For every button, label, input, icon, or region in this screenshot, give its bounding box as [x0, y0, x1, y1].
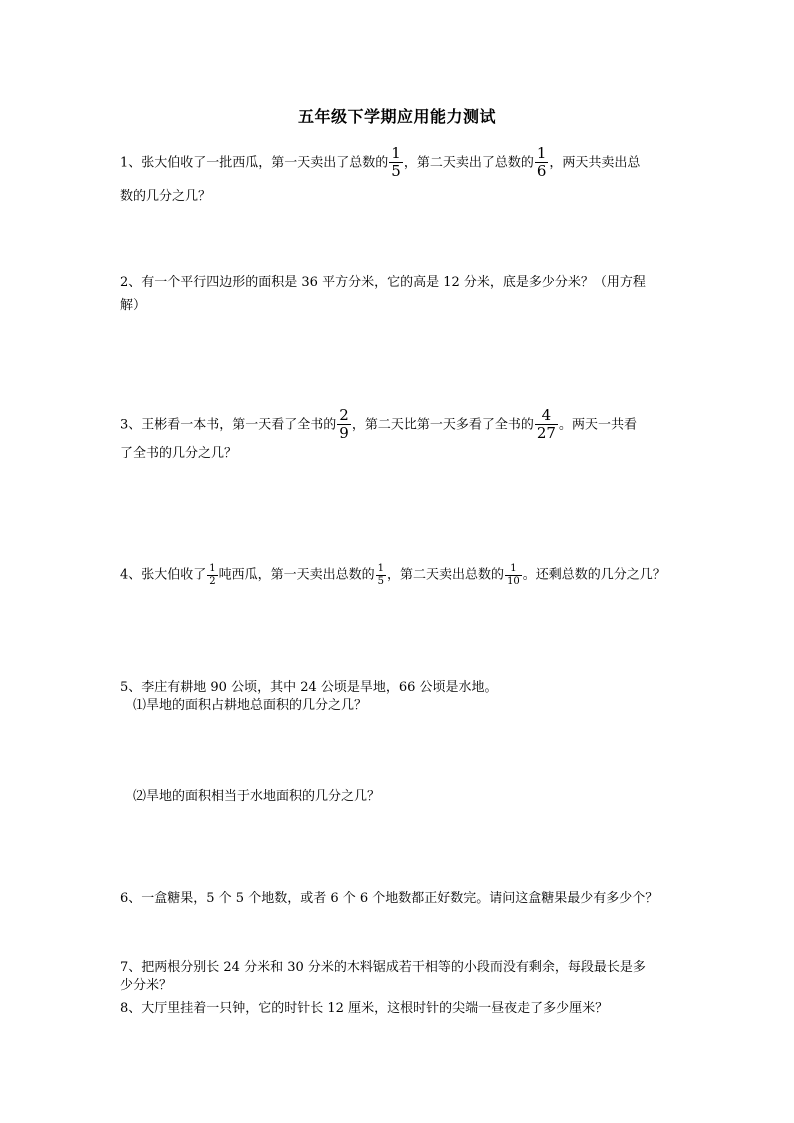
question-7-line-2: 少分米？	[120, 978, 173, 993]
question-4-line-1	[120, 563, 666, 587]
question-8-line-1: 8、大厅里挂着一只钟，它的时针长 12 厘米，这根时针的尖端一昼夜走了多少厘米？	[120, 1001, 609, 1016]
question-3-text-a: 3、王彬看一本书，第一天看了全书的	[120, 417, 337, 433]
question-2-line-1: 2、有一个平行四边形的面积是 36 平方分米，它的高是 12 分米，底是多少分米？（用方程	[120, 275, 646, 290]
question-3-fraction-2: $\frac{4}{27}$	[536, 406, 556, 443]
page-title: 五年级下学期应用能力测试	[297, 107, 496, 126]
question-1-text-b: ，第二天卖出了总数的	[403, 155, 534, 171]
question-4-fraction-2: $\frac{1}{5}$	[377, 563, 385, 587]
question-1-text-a: 1、张大伯收了一批西瓜，第一天卖出了总数的	[120, 155, 389, 171]
question-1-line-2: 数的几分之几？	[120, 189, 212, 204]
question-3-text-b: ，第二天比第一天多看了全书的	[351, 417, 534, 433]
question-5-sub-2: ⑵旱地的面积相当于水地面积的几分之几？	[133, 789, 381, 804]
question-7-line-1: 7、把两根分别长 24 分米和 30 分米的木料锯成若干相等的小段而没有剩余，每段最长是多	[120, 960, 646, 975]
question-4-text-d: 。还剩总数的几分之几？	[522, 567, 666, 583]
question-4-fraction-3: $\frac{1}{10}$	[507, 563, 520, 587]
question-3-line-1	[120, 407, 637, 443]
question-1-fraction-2: $\frac{1}{6}$	[536, 144, 547, 181]
question-4-fraction-1: $\frac{1}{2}$	[209, 563, 216, 587]
question-4-text-b: 吨西瓜，第一天卖出总数的	[218, 567, 375, 583]
question-4-text-c: ，第二天卖出总数的	[387, 567, 505, 583]
question-1-line-1	[120, 145, 640, 181]
question-5-sub-1: ⑴旱地的面积占耕地总面积的几分之几？	[133, 698, 368, 713]
question-3-fraction-1: $\frac{2}{9}$	[339, 406, 349, 443]
question-4-text-a: 4、张大伯收了	[120, 567, 207, 583]
question-2-line-2: 解）	[120, 298, 147, 313]
question-5-line-1: 5、李庄有耕地 90 公顷，其中 24 公顷是旱地，66 公顷是水地。	[120, 680, 498, 695]
question-3-text-c: 。两天一共看	[558, 417, 637, 433]
question-1-text-c: ，两天共卖出总	[549, 155, 641, 171]
question-3-line-2: 了全书的几分之几？	[120, 446, 238, 461]
question-6-line-1: 6、一盒糖果，5 个 5 个地数，或者 6 个 6 个地数都正好数完。请问这盒糖果最少有多少个？	[120, 891, 659, 906]
question-1-fraction-1: $\frac{1}{5}$	[391, 144, 401, 181]
